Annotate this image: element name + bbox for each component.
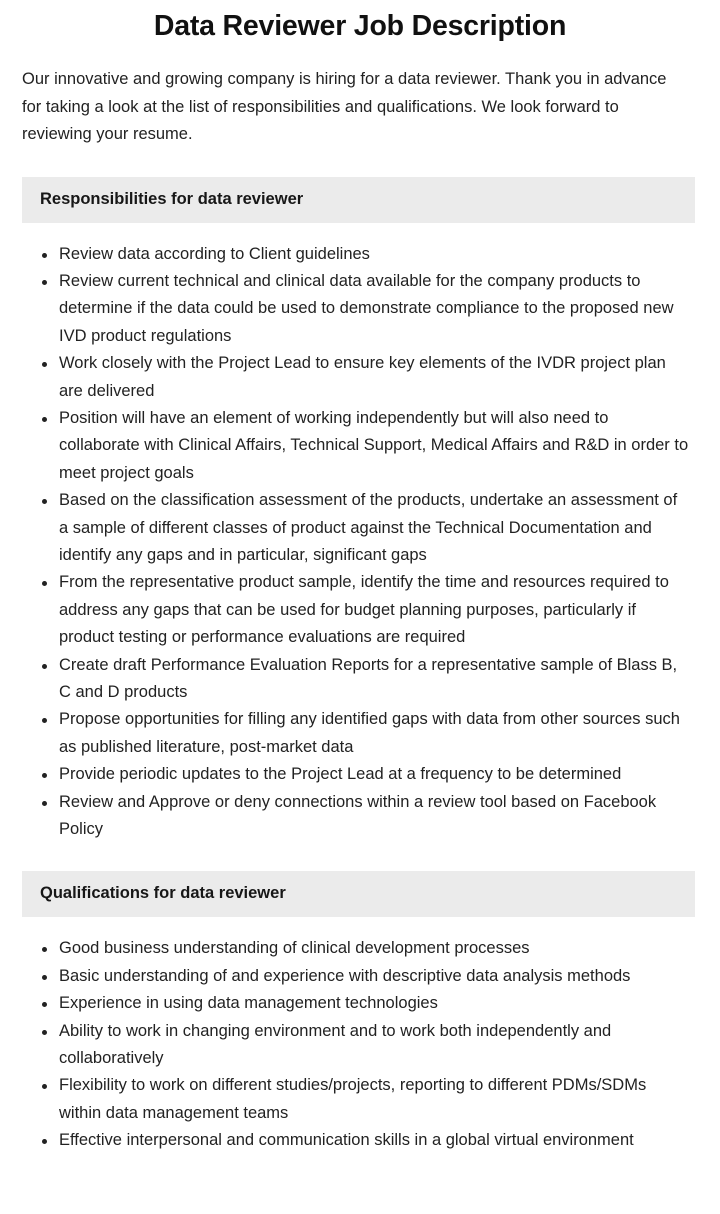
qualifications-list bbox=[0, 935, 720, 1154]
list-spacer bbox=[0, 223, 720, 241]
list-item: Propose opportunities for filling any identified gaps with data from other sources such as published literature, post-market data bbox=[0, 706, 720, 761]
list-item: Effective interpersonal and communication skills in a global virtual environment bbox=[0, 1127, 720, 1154]
list-item: Review current technical and clinical data available for the company products to determine if the data could be used to demonstrate compliance to the proposed new IVD product regulations bbox=[0, 268, 720, 350]
list-item: Ability to work in changing environment and to work both independently and collaboratively bbox=[0, 1018, 720, 1073]
list-item: From the representative product sample, identify the time and resources required to address any gaps that can be used for budget planning purposes, particularly if product testing or performance evaluations are required bbox=[0, 569, 720, 651]
list-item: Based on the classification assessment of the products, undertake an assessment of a sample of different classes of product against the Technical Documentation and identify any gaps and in particular, significant gaps bbox=[0, 487, 720, 569]
list-item: Provide periodic updates to the Project Lead at a frequency to be determined bbox=[0, 761, 720, 788]
list-item: Basic understanding of and experience with descriptive data analysis methods bbox=[0, 963, 720, 990]
list-item: Review data according to Client guidelines bbox=[0, 241, 720, 268]
list-item: Position will have an element of working independently but will also need to collaborate with Clinical Affairs, Technical Support, Medical Affairs and R&D in order to meet project goals bbox=[0, 405, 720, 487]
responsibilities-list bbox=[0, 241, 720, 844]
page-title: Data Reviewer Job Description bbox=[153, 10, 567, 42]
intro-paragraph: Our innovative and growing company is hiring for a data reviewer. Thank you in advance for taking a look at the list of responsibilities and qualifications. We look forward to reviewing your resume. bbox=[22, 70, 667, 143]
section-heading-label: Qualifications for data reviewer bbox=[40, 884, 286, 903]
list-item: Create draft Performance Evaluation Reports for a representative sample of Blass B, C and D products bbox=[0, 652, 720, 707]
list-item: Experience in using data management technologies bbox=[0, 990, 720, 1017]
list-item: Review and Approve or deny connections within a review tool based on Facebook Policy bbox=[0, 789, 720, 844]
section-header-responsibilities bbox=[22, 177, 695, 223]
list-spacer bbox=[0, 917, 720, 935]
section-header-qualifications bbox=[22, 871, 695, 917]
section-qualifications bbox=[0, 871, 720, 1154]
list-item: Good business understanding of clinical development processes bbox=[0, 935, 720, 962]
list-item: Flexibility to work on different studies/projects, reporting to different PDMs/SDMs within data management teams bbox=[0, 1072, 720, 1127]
list-item: Work closely with the Project Lead to ensure key elements of the IVDR project plan are delivered bbox=[0, 350, 720, 405]
section-responsibilities bbox=[0, 177, 720, 844]
section-heading-label: Responsibilities for data reviewer bbox=[40, 189, 304, 208]
